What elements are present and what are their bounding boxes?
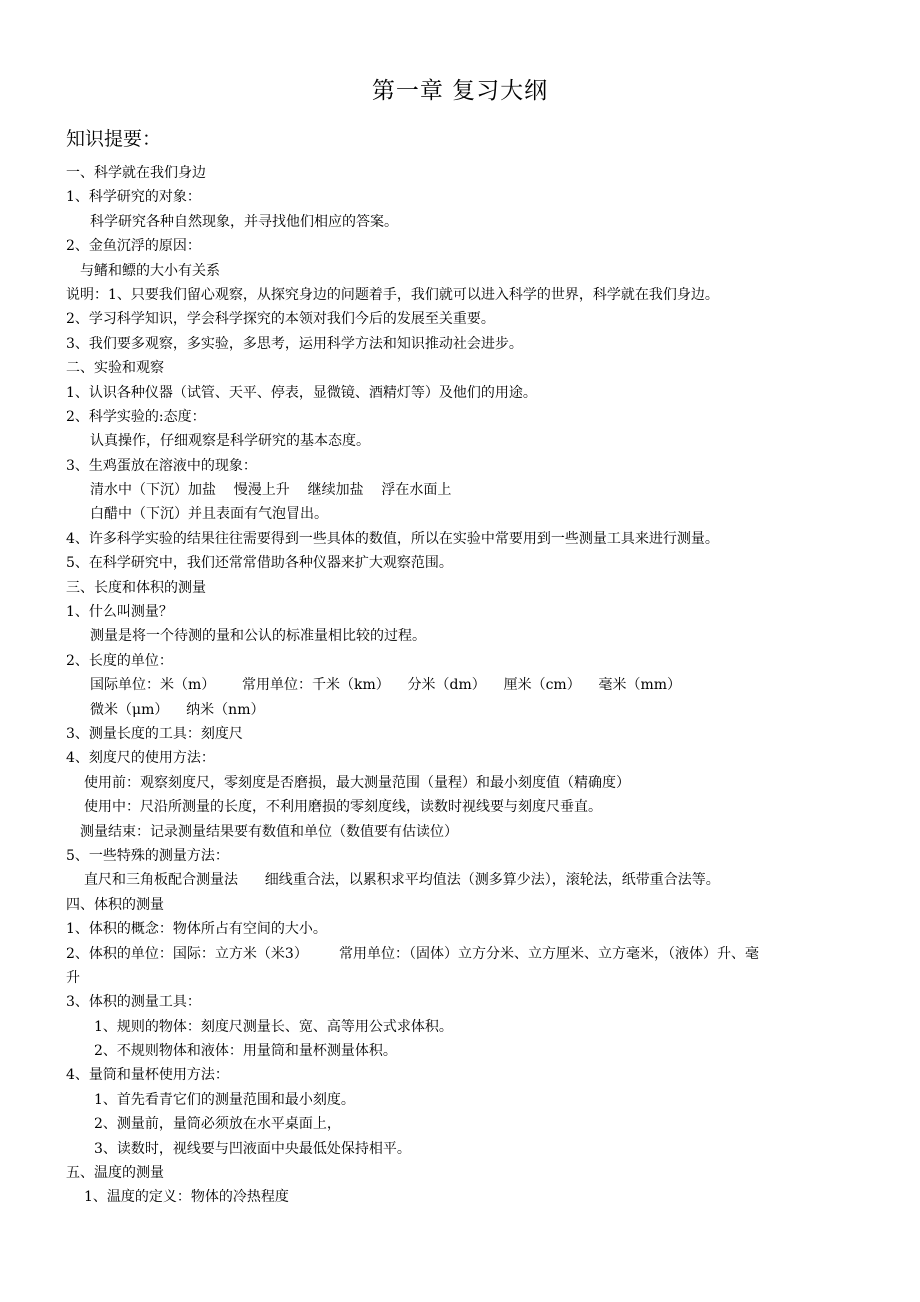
outline-line: 说明：1、只要我们留心观察，从探究身边的问题着手，我们就可以进入科学的世界，科学就在我们身边。 [66,286,719,303]
outline-line: 科学研究各种自然现象，并寻找他们相应的答案。 [90,213,398,230]
outline-line: 三、长度和体积的测量 [66,579,206,596]
outline-line: 1、体积的概念：物体所占有空间的大小。 [66,921,327,938]
outline-line: 3、生鸡蛋放在溶液中的现象： [66,457,257,474]
outline-line: 5、在科学研究中，我们还常常借助各种仪器来扩大观察范围。 [66,555,453,572]
outline-line: 3、体积的测量工具： [66,994,201,1011]
outline-line: 1、温度的定义：物体的冷热程度 [84,1189,289,1206]
outline-line: 直尺和三角板配合测量法 细线重合法，以累积求平均值法（测多算少法），滚轮法，纸带重合法等。 [84,872,720,889]
outline-line: 1、认识各种仪器（试管、天平、停表，显微镜、酒精灯等）及他们的用途。 [66,384,537,401]
outline-line: 4、量筒和量杯使用方法： [66,1067,229,1084]
outline-line: 四、体积的测量 [66,896,164,913]
outline-line: 与鳍和鳔的大小有关系 [80,262,220,279]
outline-line: 4、刻度尺的使用方法： [66,750,215,767]
outline-line: 测量是将一个待测的量和公认的标准量相比较的过程。 [90,628,426,645]
outline-line: 5、一些特殊的测量方法： [66,847,229,864]
outline-line: 2、金鱼沉浮的原因： [66,238,201,255]
outline-line: 1、科学研究的对象： [66,189,201,206]
outline-line: 2、长度的单位： [66,652,173,669]
outline-line: 五、温度的测量 [66,1165,164,1182]
outline-line: 升 [66,969,80,986]
outline-line: 使用中：尺沿所测量的长度，不利用磨损的零刻度线，读数时视线要与刻度尺垂直。 [84,799,602,816]
page-title: 第一章 复习大纲 [371,78,549,104]
outline-line: 使用前：观察刻度尺，零刻度是否磨损，最大测量范围（量程）和最小刻度值（精确度） [84,774,630,791]
outline-line: 3、测量长度的工具：刻度尺 [66,725,243,742]
outline-line: 3、我们要多观察，多实验，多思考，运用科学方法和知识推动社会进步。 [66,335,523,352]
outline-line: 4、许多科学实验的结果往往需要得到一些具体的数值，所以在实验中常要用到一些测量工具来进行测量。 [66,530,719,547]
outline-line: 二、实验和观察 [66,360,164,377]
outline-line: 3、读数时，视线要与凹液面中央最低处保持相平。 [94,1140,411,1157]
outline-line: 认真操作，仔细观察是科学研究的基本态度。 [90,433,370,450]
outline-line: 2、不规则物体和液体：用量筒和量杯测量体积。 [94,1043,397,1060]
outline-line: 一、科学就在我们身边 [66,165,206,181]
outline-line: 2、学习科学知识，学会科学探究的本领对我们今后的发展至关重要。 [66,311,495,328]
outline-line: 白醋中（下沉）并且表面有气泡冒出。 [90,506,328,523]
outline-line: 1、什么叫测量？ [66,604,173,621]
section-heading: 知识提要： [66,128,162,150]
outline-line: 2、体积的单位：国际：立方米（米3） 常用单位：（固体）立方分米、立方厘米、立方毫米，（液体）升、毫 [66,945,759,962]
outline-line: 2、科学实验的:态度： [66,408,206,425]
outline-line: 微米（μm） 纳米（nm） [90,701,265,718]
outline-line: 国际单位：米（m） 常用单位：千米（km） 分米（dm） 厘米（cm） 毫米（mm） [90,677,682,694]
outline-body [66,161,866,1210]
outline-line: 清水中（下沉）加盐 慢漫上升 继续加盐 浮在水面上 [90,482,452,499]
outline-line: 测量结束：记录测量结果要有数值和单位（数值要有估读位） [80,823,458,840]
outline-line: 2、测量前，量筒必须放在水平桌面上， [94,1116,341,1133]
outline-line: 1、首先看青它们的测量范围和最小刻度。 [94,1091,355,1108]
outline-line: 1、规则的物体：刻度尺测量长、宽、高等用公式求体积。 [94,1018,453,1035]
